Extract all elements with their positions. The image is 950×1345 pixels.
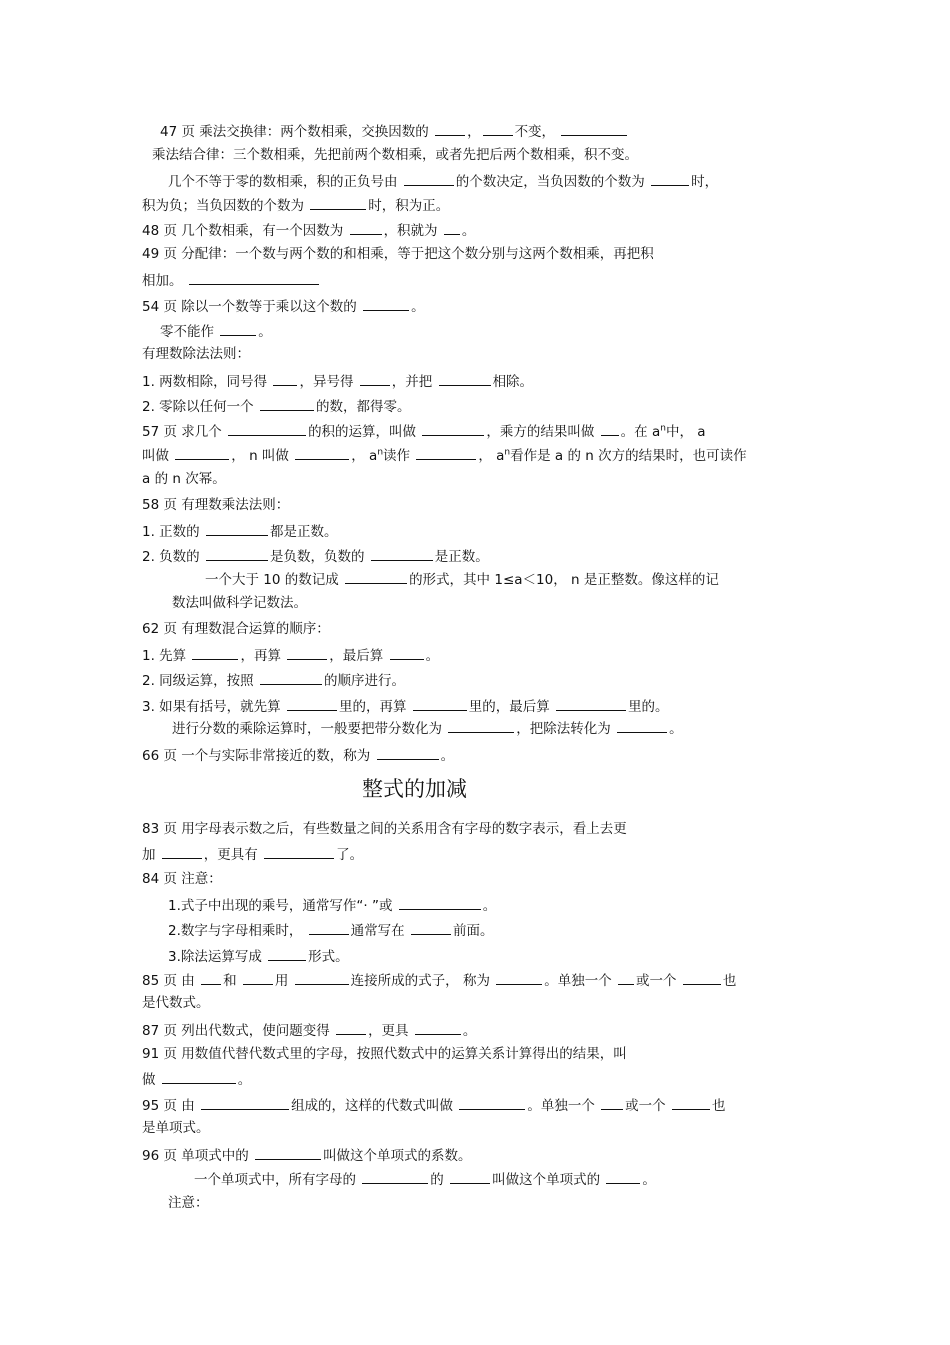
section-heading: 整式的加减 [362,777,467,801]
text-run: 是负数，负数的 [269,549,369,565]
text-run: 96 页 单项式中的 [142,1148,254,1164]
fill-in-blank [601,1095,623,1110]
fill-in-blank [295,445,349,460]
fill-in-blank [206,546,268,561]
fill-in-blank [404,171,454,186]
text-run: 进行分数的乘除运算时，一般要把带分数化为 [172,721,447,737]
fill-in-blank [175,445,229,460]
fill-in-blank [390,645,424,660]
text-line [142,546,489,566]
text-line [142,1145,472,1165]
text-line [142,445,747,465]
fill-in-blank [556,696,626,711]
text-run: ， a [351,448,378,464]
fill-in-blank [201,970,221,985]
fill-in-blank [287,645,327,660]
text-run: 2. 负数的 [142,549,204,565]
text-run: 。单独一个 [544,973,617,989]
fill-in-blank [371,546,433,561]
text-line [142,421,706,441]
text-line [142,521,337,541]
fill-in-blank [192,645,238,660]
text-line [142,696,669,716]
fill-in-blank [201,1095,289,1110]
fill-in-blank [268,946,306,961]
superscript: n [377,447,384,458]
text-run: 一个单项式中，所有字母的 [194,1172,361,1188]
text-line [142,670,405,690]
fill-in-blank [260,670,322,685]
text-line [168,1194,209,1212]
text-run: 2.数字与字母相乘时， [168,923,307,939]
text-line [142,245,654,263]
text-run: 3. 如果有括号，就先算 [142,699,285,715]
text-line [142,270,321,290]
text-line [168,946,349,966]
text-run: ，并把 [391,374,437,390]
text-line [142,820,627,838]
text-run: 都是正数。 [269,524,338,540]
text-run: 做 [142,1072,160,1088]
text-run: 或一个 [625,1098,670,1114]
fill-in-blank [363,296,409,311]
text-run: 1.式子中出现的乘号，通常写作“· ”或 [168,898,397,914]
text-run: 组成的，这样的代数式叫做 [291,1098,458,1114]
text-run: ， n 叫做 [231,448,294,464]
text-run: 2. 零除以任何一个 [142,399,258,415]
text-run: 的数，都得零。 [315,399,411,415]
text-run: 时， [691,174,719,190]
text-run: 。单独一个 [527,1098,600,1114]
text-run: 注意： [168,1195,209,1211]
text-run: 95 页 由 [142,1098,200,1114]
text-run: 的 [430,1172,449,1188]
text-run: 一个大于 10 的数记成 [205,572,344,588]
text-run: 看作是 a 的 n 次方的结果时，也可读作 [510,448,747,464]
fill-in-blank [496,970,542,985]
fill-in-blank [439,371,491,386]
fill-in-blank [228,421,306,436]
text-line [142,496,289,514]
fill-in-blank [273,371,297,386]
text-run: 。 [461,223,476,239]
text-run: 前面。 [452,923,494,939]
text-line [142,970,736,990]
fill-in-blank [448,718,514,733]
fill-in-blank [617,718,667,733]
text-run: 84 页 注意： [142,871,222,887]
text-line [142,220,475,240]
text-run: 49 页 分配律：一个数与两个数的和相乘，等于把这个数分别与这两个数相乘，再把积 [142,246,654,262]
text-run: 或一个 [636,973,681,989]
text-run: 也 [711,1098,726,1114]
text-run: 里的，最后算 [468,699,555,715]
fill-in-blank [399,895,481,910]
text-run: 用 [274,973,293,989]
text-line [142,745,454,765]
text-line [152,146,638,164]
fill-in-blank [345,569,407,584]
text-run: ，最后算 [329,648,388,664]
text-line [142,296,425,316]
text-run: a 的 n 次幂。 [142,471,226,487]
text-run: 里的，再算 [338,699,411,715]
text-run: ，积就为 [383,223,442,239]
text-run: 。 [237,1072,252,1088]
text-run: 零不能作 [160,324,219,340]
fill-in-blank [336,1020,366,1035]
text-run: 。在 a [620,424,661,440]
fill-in-blank [415,1020,461,1035]
text-run: 时，积为正。 [368,198,450,214]
text-line [142,645,439,665]
text-run: 乘法结合律：三个数相乘，先把前两个数相乘，或者先把后两个数相乘，积不变。 [152,147,638,163]
text-run: 也 [722,973,737,989]
text-run: 。 [462,1023,477,1039]
text-run: 加 [142,847,160,863]
fill-in-blank [413,696,467,711]
text-line [142,1095,725,1115]
fill-in-blank [295,970,349,985]
fill-in-blank [162,844,202,859]
text-line [142,371,533,391]
fill-in-blank [483,121,513,136]
text-run: 数法叫做科学记数法。 [172,595,307,611]
fill-in-blank [189,270,319,285]
text-line [172,594,307,612]
text-run: ，把除法转化为 [516,721,616,737]
text-run: ，更具有 [203,847,263,863]
fill-in-blank [220,321,256,336]
text-line [142,994,210,1012]
text-line [160,121,629,141]
text-run: 48 页 几个数相乘，有一个因数为 [142,223,348,239]
text-line [142,1045,627,1063]
text-run: 了。 [336,847,364,863]
text-run: 83 页 用字母表示数之后，有些数量之间的关系用含有字母的数字表示，看上去更 [142,821,627,837]
text-line [142,470,226,488]
text-run: ，更具 [368,1023,413,1039]
fill-in-blank [162,1069,236,1084]
fill-in-blank [287,696,337,711]
fill-in-blank [309,920,349,935]
text-line [142,1069,251,1089]
text-run: 叫做这个单项式的系数。 [323,1148,472,1164]
text-run: 叫做这个单项式的 [492,1172,605,1188]
text-run: 的积的运算，叫做 [308,424,421,440]
text-run: 85 页 由 [142,973,200,989]
text-run: ，再算 [240,648,286,664]
text-run: ，乘方的结果叫做 [486,424,599,440]
text-run: 54 页 除以一个数等于乘以这个数的 [142,299,362,315]
text-run: 积为负；当负因数的个数为 [142,198,309,214]
fill-in-blank [360,371,390,386]
fill-in-blank [606,1169,640,1184]
fill-in-blank [435,121,465,136]
text-run: 形式。 [308,949,349,965]
text-line [142,195,449,215]
text-line [168,895,496,915]
text-run: 58 页 有理数乘法法则： [142,497,290,513]
fill-in-blank [601,421,619,436]
text-run: 3.除法运算写成 [168,949,267,965]
text-run: 里的。 [628,699,669,715]
text-run: 叫做 [142,448,174,464]
text-line [142,1119,210,1137]
text-run: 。 [440,748,455,764]
text-run: 相除。 [492,374,534,390]
text-run: 1. 先算 [142,648,191,664]
fill-in-blank [444,220,460,235]
text-line [142,396,410,416]
text-line [194,1169,656,1189]
text-line [142,1020,476,1040]
text-run: ，异号得 [299,374,358,390]
text-run: 中， a [665,424,706,440]
text-run: 和 [223,973,241,989]
fill-in-blank [411,920,451,935]
text-run: 91 页 用数值代替代数式里的字母，按照代数式中的运算关系计算得出的结果，叫 [142,1046,627,1062]
text-line [168,171,718,191]
fill-in-blank [377,745,439,760]
text-run: 。 [411,299,425,315]
text-run: 有理数除法法则： [142,346,250,362]
text-line [160,321,272,341]
text-line [142,870,222,888]
fill-in-blank [243,970,273,985]
text-run: 相加。 [142,273,187,289]
text-run: 是单项式。 [142,1120,210,1136]
fill-in-blank [310,195,366,210]
superscript: n [504,447,511,458]
text-line [205,569,719,589]
text-run: 是代数式。 [142,995,210,1011]
fill-in-blank [561,121,627,136]
text-run: 2. 同级运算，按照 [142,673,258,689]
fill-in-blank [672,1095,710,1110]
text-run: 的顺序进行。 [323,673,405,689]
text-run: 不变， [514,124,560,140]
fill-in-blank [255,1145,321,1160]
text-run: 。 [642,1172,656,1188]
fill-in-blank [459,1095,525,1110]
text-run: 读作 [383,448,415,464]
text-run: 1. 两数相除，同号得 [142,374,272,390]
fill-in-blank [416,445,476,460]
text-run: 。 [258,324,272,340]
fill-in-blank [206,521,268,536]
text-run: 几个不等于零的数相乘，积的正负号由 [168,174,402,190]
text-line [142,345,250,363]
fill-in-blank [450,1169,490,1184]
text-run: 47 页 乘法交换律：两个数相乘，交换因数的 [160,124,434,140]
text-line [172,718,683,738]
text-run: ， [467,124,481,140]
text-run: 。 [425,648,440,664]
fill-in-blank [362,1169,428,1184]
fill-in-blank [350,220,382,235]
text-line [142,844,363,864]
fill-in-blank [422,421,484,436]
text-run: 。 [669,721,683,737]
text-run: 的形式，其中 1≤a＜10， n 是正整数。像这样的记 [409,572,719,588]
fill-in-blank [683,970,721,985]
text-run: 62 页 有理数混合运算的顺序： [142,621,330,637]
text-line [142,620,330,638]
fill-in-blank [264,844,334,859]
text-run: 的个数决定，当负因数的个数为 [455,174,650,190]
text-run: 通常写在 [350,923,409,939]
text-line [168,920,493,940]
text-run: 1. 正数的 [142,524,204,540]
fill-in-blank [651,171,689,186]
text-run: 连接所成的式子， 称为 [350,973,495,989]
text-run: 87 页 列出代数式，使问题变得 [142,1023,335,1039]
fill-in-blank [260,396,314,411]
fill-in-blank [618,970,634,985]
superscript: n [660,423,666,434]
text-run: 66 页 一个与实际非常接近的数，称为 [142,748,375,764]
text-run: ， a [478,448,505,464]
text-run: 是正数。 [434,549,489,565]
text-run: 。 [482,898,497,914]
text-run: 57 页 求几个 [142,424,227,440]
